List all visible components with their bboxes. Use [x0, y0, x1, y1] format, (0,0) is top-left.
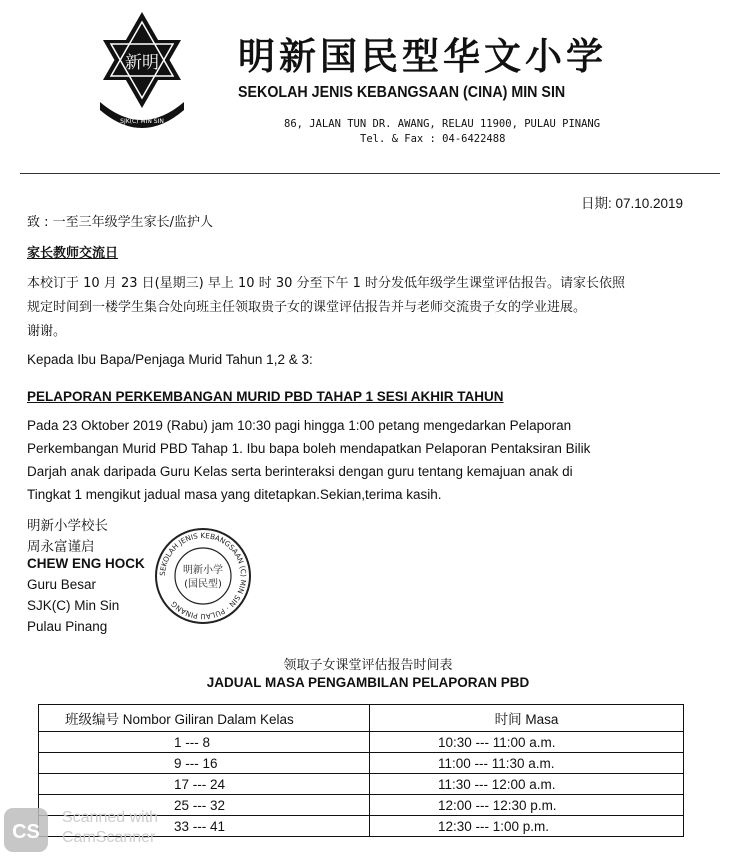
svg-text:(国民型): (国民型) — [184, 579, 222, 590]
schedule-title-chinese: 领取子女课堂评估报告时间表 — [283, 658, 453, 673]
header-divider — [20, 173, 720, 174]
notice-body-chinese-line: 本校订于 10 月 23 日(星期三) 早上 10 时 30 分至下午 1 时分发低年级学生课堂评估报告。请家长依照 — [27, 276, 626, 291]
class-number-range: 17 --- 24 — [39, 774, 370, 795]
notice-body-chinese-line: 规定时间到一楼学生集合处向班主任领取贵子女的课堂评估报告并与老师交流贵子女的学业进展。 — [27, 300, 587, 315]
recipient-chinese: 致 : 一至三年级学生家长/监护人 — [27, 215, 214, 230]
camscanner-logo-icon — [2, 806, 50, 854]
notice-body-malay-line: Tingkat 1 mengikut jadual masa yang ditetapkan.Sekian,terima kasih. — [27, 487, 442, 502]
schedule-title-malay: JADUAL MASA PENGAMBILAN PELAPORAN PBD — [206, 675, 530, 690]
school-name-chinese: 明新国民型华文小学 — [238, 34, 607, 78]
camscanner-watermark — [62, 808, 158, 848]
signature-name: CHEW ENG HOCK — [27, 556, 145, 571]
time-slot: 11:30 --- 12:00 a.m. — [370, 774, 684, 795]
table-header-row — [39, 705, 684, 732]
letter-date: 日期: 07.10.2019 — [581, 196, 684, 211]
notice-body-chinese-line: 谢谢。 — [27, 324, 67, 339]
watermark-line: Scanned with — [62, 809, 159, 826]
recipient-malay: Kepada Ibu Bapa/Penjaga Murid Tahun 1,2 & 3: — [27, 352, 313, 367]
table-row — [39, 774, 684, 795]
notice-body-malay-line: Perkembangan Murid PBD Tahap 1. Ibu bapa boleh mendapatkan Pelaporan Pentaksiran Bilik — [27, 441, 591, 456]
class-number-range: 25 --- 32 — [39, 795, 370, 816]
watermark-line: CamScanner — [62, 829, 156, 846]
class-number-range: 1 --- 8 — [39, 732, 370, 753]
notice-body-malay-line: Darjah anak daripada Guru Kelas serta berinteraksi dengan guru tentang kemajuan anak di — [27, 464, 573, 479]
column-header-time: 时间 Masa — [370, 705, 684, 732]
notice-body-malay — [27, 414, 717, 506]
notice-body-malay-line: Pada 23 Oktober 2019 (Rabu) jam 10:30 pagi hingga 1:00 petang mengedarkan Pelaporan — [27, 418, 572, 433]
svg-text:SJK(C) MIN SIN: SJK(C) MIN SIN — [120, 118, 164, 125]
time-slot: 10:30 --- 11:00 a.m. — [370, 732, 684, 753]
notice-title-malay: PELAPORAN PERKEMBANGAN MURID PBD TAHAP 1 SESI AKHIR TAHUN — [27, 389, 504, 404]
signature-line: 明新小学校长 — [27, 518, 108, 533]
time-slot: 11:00 --- 11:30 a.m. — [370, 753, 684, 774]
svg-text:SEKOLAH JENIS KEBANGSAAN (C) M: SEKOLAH JENIS KEBANGSAAN (C) MIN SIN · PULAU PINANG — [157, 530, 249, 622]
school-name-malay: SEKOLAH JENIS KEBANGSAAN (CINA) MIN SIN — [238, 84, 566, 101]
signature-line: SJK(C) Min Sin — [27, 598, 120, 613]
school-logo — [96, 10, 188, 130]
time-slot: 12:30 --- 1:00 p.m. — [370, 816, 684, 837]
class-number-range: 33 --- 41 — [39, 816, 370, 837]
signature-line: 周永富谨启 — [27, 539, 95, 554]
svg-text:明新小学: 明新小学 — [183, 565, 223, 576]
table-row — [39, 732, 684, 753]
school-stamp — [153, 526, 253, 626]
notice-title-chinese: 家长教师交流日 — [27, 246, 119, 261]
time-slot: 12:00 --- 12:30 p.m. — [370, 795, 684, 816]
class-number-range: 9 --- 16 — [39, 753, 370, 774]
school-telephone: Tel. & Fax : 04-6422488 — [360, 133, 506, 145]
column-header-class-number: 班级编号 Nombor Giliran Dalam Kelas — [39, 705, 370, 732]
table-row — [39, 753, 684, 774]
signature-line: Pulau Pinang — [27, 619, 108, 634]
signature-line: Guru Besar — [27, 577, 97, 592]
school-address: 86, JALAN TUN DR. AWANG, RELAU 11900, PULAU PINANG — [284, 118, 601, 130]
svg-text:新明: 新明 — [125, 53, 159, 73]
svg-text:CS: CS — [12, 821, 40, 843]
